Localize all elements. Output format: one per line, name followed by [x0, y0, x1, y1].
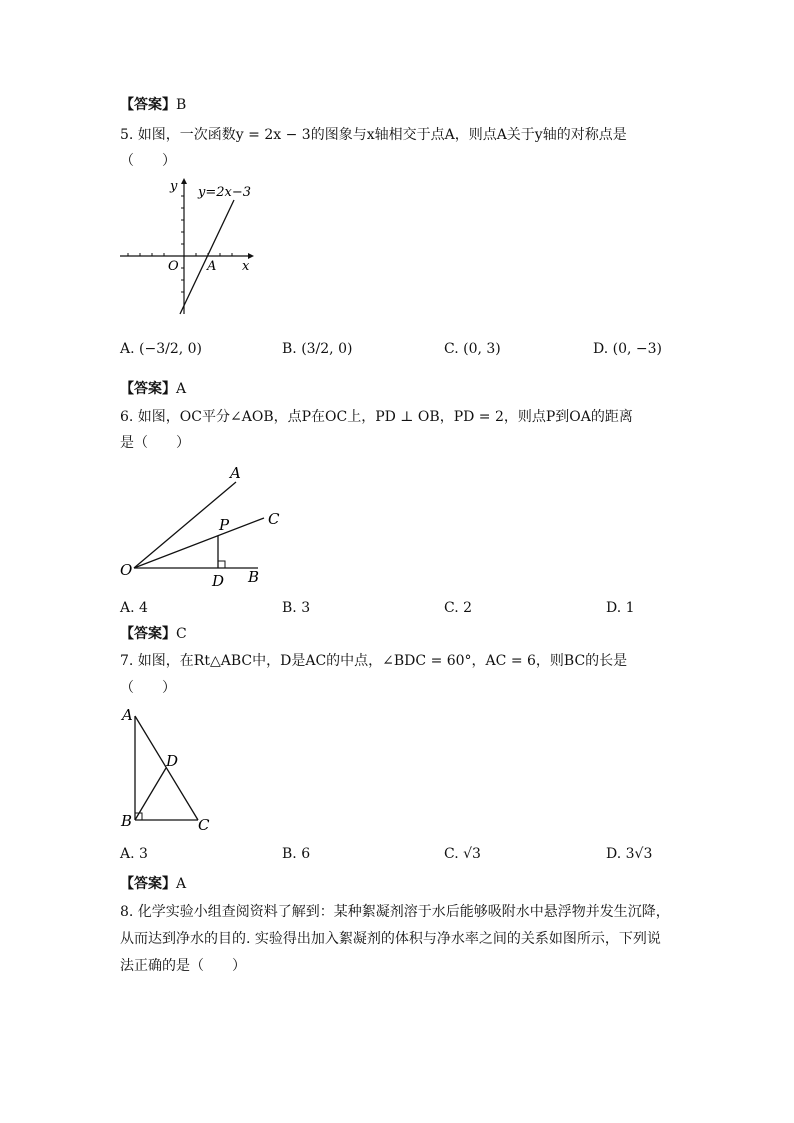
- q7-stem-line2: （ ）: [120, 680, 176, 696]
- origin-label: O: [168, 259, 179, 274]
- answer-label: 【答案】: [120, 876, 176, 892]
- point-p-label: P: [219, 516, 230, 534]
- q5-option-a: A. (−3/2, 0): [120, 341, 203, 357]
- q7-triangle-figure: [118, 704, 218, 834]
- q6-option-c: C. 2: [444, 600, 473, 616]
- x-axis-label: x: [242, 259, 250, 274]
- q5-option-b: B. (3/2, 0): [282, 341, 353, 357]
- q5-option-d: D. (0, −3): [593, 341, 662, 357]
- point-d-label: D: [212, 572, 225, 590]
- q8-stem-line2: 从而达到净水的目的. 实验得出加入絮凝剂的体积与净水率之间的关系如图所示，下列说: [120, 931, 661, 947]
- q6-stem-line1: 6. 如图，OC平分∠AOB，点P在OC上，PD ⊥ OB，PD = 2，则点P到OA的距离: [120, 409, 633, 425]
- q5-graph-figure: [118, 176, 258, 318]
- point-b-label: B: [248, 568, 260, 586]
- q6-stem-line2: 是（ ）: [120, 435, 190, 451]
- function-line: [180, 200, 234, 314]
- function-label: y=2x−3: [198, 185, 252, 200]
- point-o-label: O: [120, 561, 133, 579]
- q7-option-d: D. 3√3: [606, 846, 653, 862]
- answer-q7: [120, 875, 186, 893]
- point-d-label: D: [166, 752, 179, 770]
- right-angle-mark: [218, 561, 225, 568]
- q8-stem-line1: 8. 化学实验小组查阅资料了解到：某种絮凝剂溶于水后能够吸附水中悬浮物并发生沉降，: [120, 904, 670, 920]
- point-a-label: A: [230, 464, 241, 482]
- point-a-label: A: [207, 259, 217, 274]
- point-c-label: C: [198, 816, 210, 834]
- q7-stem-line1: 7. 如图，在Rt△ABC中，D是AC的中点，∠BDC = 60°，AC = 6，则BC的长是: [120, 653, 628, 669]
- q7-option-c: C. √3: [444, 846, 481, 862]
- q6-option-b: B. 3: [282, 600, 311, 616]
- point-b-label: B: [121, 812, 133, 830]
- q5-stem-line1: 5. 如图，一次函数y = 2x − 3的图象与x轴相交于点A，则点A关于y轴的对称点是: [120, 127, 627, 143]
- y-axis-label: y: [170, 179, 178, 194]
- segment-bd: [135, 768, 166, 820]
- answer-value: B: [176, 97, 187, 113]
- answer-q5: [120, 380, 186, 398]
- q7-option-b: B. 6: [282, 846, 311, 862]
- q5-option-c: C. (0, 3): [444, 341, 501, 357]
- answer-value: A: [176, 381, 187, 397]
- answer-label: 【答案】: [120, 381, 176, 397]
- ray-oc: [134, 518, 264, 568]
- y-axis-arrow: [181, 178, 187, 184]
- q6-angle-figure: [118, 458, 288, 590]
- answer-value: A: [176, 876, 187, 892]
- point-c-label: C: [268, 510, 280, 528]
- q6-option-d: D. 1: [606, 600, 635, 616]
- answer-value: C: [176, 626, 187, 642]
- answer-label: 【答案】: [120, 626, 176, 642]
- q8-stem-line3: 法正确的是（ ）: [120, 958, 246, 974]
- q6-option-a: A. 4: [120, 600, 148, 616]
- answer-q4: [120, 96, 186, 114]
- axis-ticks: [128, 196, 232, 292]
- q7-option-a: A. 3: [120, 846, 148, 862]
- point-a-label: A: [122, 706, 133, 724]
- answer-q6: [120, 625, 187, 643]
- q5-stem-line2: （ ）: [120, 153, 176, 169]
- answer-label: 【答案】: [120, 97, 176, 113]
